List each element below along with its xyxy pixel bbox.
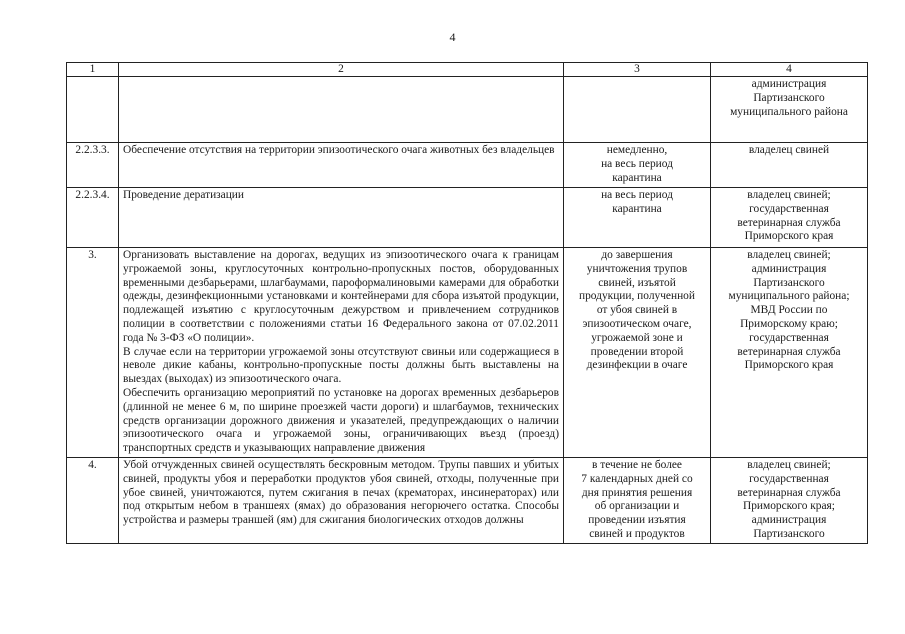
table-row [67,248,868,458]
responsible-cell: владелец свиней; государственная ветеринарная служба Приморского края [711,188,868,248]
page-number: 4 [449,30,456,44]
term-cell [564,77,711,143]
term-cell: немедленно, на весь период карантина [564,143,711,188]
header-cell-1: 1 [67,63,119,77]
measure-paragraph: В случае если на территории угрожаемой зоны отсутствуют свиньи или содержащиеся в неволе дикие кабаны, контрольно-пропускные посты должны быть выставлены на выездах (выходах) из эпизоотического очага. [123,345,559,386]
table-row [67,188,868,248]
header-cell-3: 3 [564,63,711,77]
header-cell-2: 2 [119,63,564,77]
measure-text: Убой отчужденных свиней осуществлять бескровным методом. Трупы павших и убитых свиней, продукты убоя и переработки продуктов убоя свиней, отходы, полученные при убое свиней, уничтожаются, путем сжигания в печах (крематорах, инсинераторах) или под открытым небом в траншеях (ямах) до образования негорючего остатка. Способы устройства и размеры траншей (ям) для сжигания биологических отходов должны [119,457,564,543]
table-row [67,457,868,543]
term-cell: в течение не более 7 календарных дней со дня принятия решения об организации и проведении изъятия свиней и продуктов [564,457,711,543]
measure-paragraph: Организовать выставление на дорогах, ведущих из эпизоотического очага к границам угрожаемой зоны, круглосуточных контрольно-пропускных постов, оборудованных временными дезбарьерами, шлагбаумами, пароформалиновыми камерами для обработки одежды, дезинфекционными установками и контейнерами для сбора изъятой продукции, подлежащей изъятию с круглосуточным дежурством и привлечением сотрудников полиции в соответствии с положениями статьи 16 Федерального закона от 07.02.2011 года № 3-ФЗ «О полиции». [123,249,559,344]
term-cell: до завершения уничтожения трупов свиней, изъятой продукции, полученной от убоя свиней в эпизоотическом очаге, угрожаемой зоне и проведении второй дезинфекции в очаге [564,248,711,458]
measure-text [119,248,564,458]
row-number: 2.2.3.4. [67,188,119,248]
header-cell-4: 4 [711,63,868,77]
term-cell: на весь период карантина [564,188,711,248]
table-row [67,77,868,143]
measure-text: Обеспечение отсутствия на территории эпизоотического очага животных без владельцев [119,143,564,188]
measures-table [66,62,868,544]
row-number: 3. [67,248,119,458]
responsible-cell: владелец свиней; государственная ветеринарная служба Приморского края; администрация Партизанского [711,457,868,543]
responsible-cell: владелец свиней [711,143,868,188]
measure-text: Проведение дератизации [119,188,564,248]
responsible-cell: администрация Партизанского муниципального района [711,77,868,143]
row-number [67,77,119,143]
measure-paragraph: Обеспечить организацию мероприятий по установке на дорогах временных дезбарьеров (длинной не менее 6 м, по ширине проезжей части дороги) и шлагбаумов, технических средств организации дорожного движения и указателей, предупреждающих о наличии эпизоотического очага и угрожаемой зоны, ограничивающих въезд (проезд) транспортных средств и указывающих направление движения [123,386,559,455]
measure-text [119,77,564,143]
row-number: 2.2.3.3. [67,143,119,188]
row-number: 4. [67,457,119,543]
table-header-row [67,63,868,77]
responsible-cell: владелец свиней; администрация Партизанского муниципального района; МВД России по Приморскому краю; государственная ветеринарная служба Приморского края [711,248,868,458]
table-row [67,143,868,188]
